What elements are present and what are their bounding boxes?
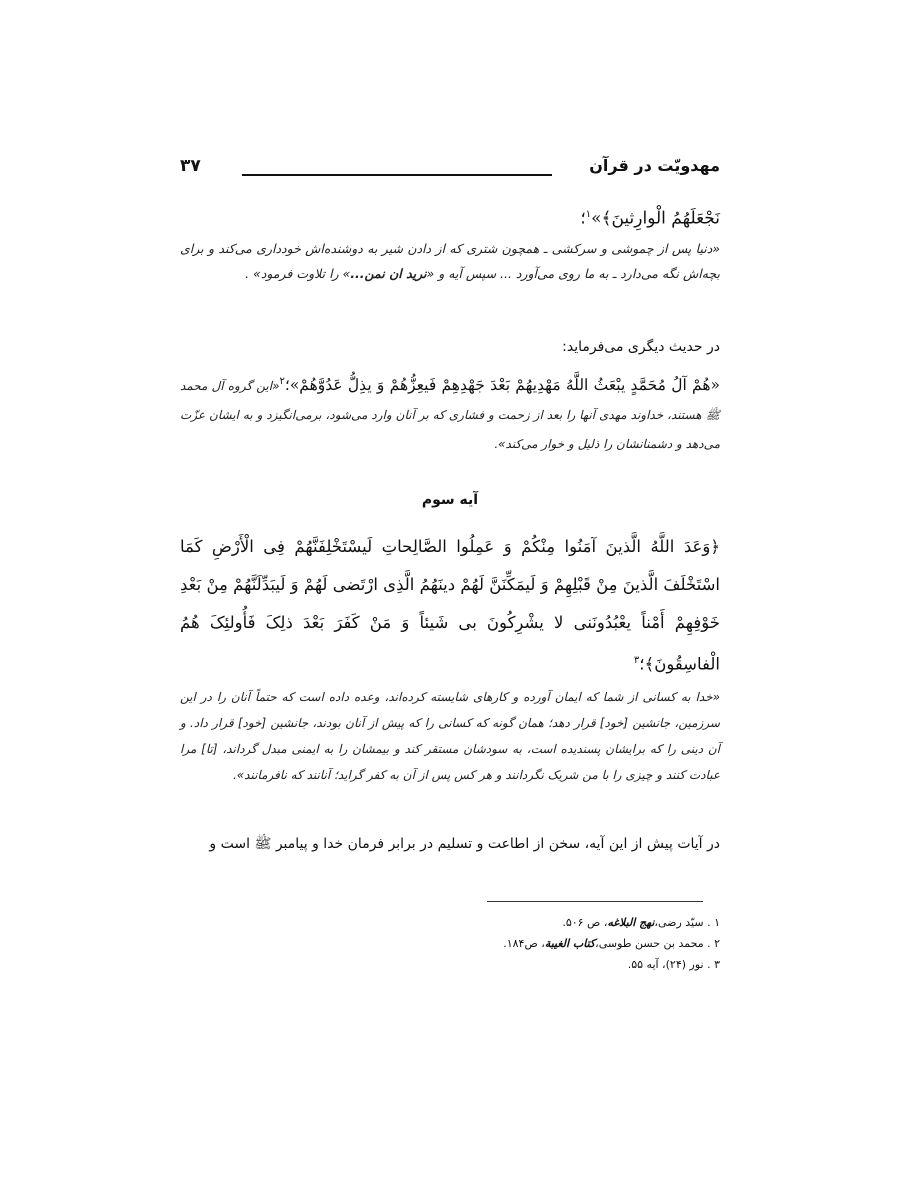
- footnote-ref-1: ۱: [585, 209, 592, 220]
- translation-1-part2: » را تلاوت فرمود» .: [245, 266, 351, 281]
- page-number: ۳۷: [180, 156, 201, 176]
- section-title: آیه سوم: [421, 492, 479, 508]
- footnote-3: ۳ . نور (۲۴)، آیه ۵۵.: [627, 958, 720, 971]
- running-header: [180, 148, 720, 188]
- verse-tail-text: نَجْعَلَهُمُ الْوارِثینَ﴾»: [591, 208, 720, 229]
- footnotes: [180, 912, 720, 975]
- footnote-1: ۱ . سیّد رضی،نهج البلاغه، ص ۵۰۶.: [562, 916, 720, 929]
- book-title: مهدويّت در قرآن: [589, 156, 720, 175]
- hadith: [180, 368, 720, 458]
- translation-1: [180, 236, 720, 286]
- translation-1-bold: نرید ان نمن...: [350, 266, 427, 281]
- translation-1-part1: «دنیا پس از چموشی و سرکشی ـ همچون شتری که از دادن شیر به دوشنده‌اش خودداری می‌کند و برای بچه‌اش نگه می‌دارد ـ به ما روی می‌آورد ... سپس آیه و «: [180, 241, 720, 281]
- verse-3-text: ﴿وَعَدَ اللَّهُ الَّذینَ آمَنُوا مِنْکُمْ وَ عَمِلُوا الصَّالِحاتِ لَیسْتَخْلِفَنَّهُمْ فِی الْأَرْضِ کَمَا اسْتَخْلَفَ الَّذینَ مِنْ قَبْلِهِمْ وَ لَیمَکِّنَنَّ لَهُمْ دینَهُمُ الَّذِی ارْتَضی لَهُمْ وَ لَیبَدِّلَنَّهُمْ مِنْ بَعْدِ خَوْفِهِمْ أَمْناً یعْبُدُونَنی لا یشْرِکُونَ بی شَیئاً وَ مَنْ کَفَرَ بَعْدَ ذلِکَ فَأُولئِکَ هُمُ الْفاسِقُونَ﴾: [180, 537, 720, 674]
- verse-tail: [180, 200, 720, 234]
- closing-line: در آیات پیش از این آیه، سخن از اطاعت و تسلیم در برابر فرمان خدا و پیامبر ﷺ است و: [209, 836, 720, 852]
- header-rule: [242, 174, 552, 176]
- translation-3: «خدا به کسانی از شما که ایمان آورده و کارهای شایسته کرده‌اند، وعده داده است که حتماً آنان را در این سرزمین، جانشین [خود] قرار دهد؛ همان گونه که کسانی را که پیش از آنان بودند، جانشین [خود] قرار داد. و آن دینی را که برایشان پسندیده است، به سودشان مستقر کند و بیمشان را به ایمنی مبدل گرداند، [تا] مرا عبادت کنند و چیزی را با من شریک نگردانند و هر کس پس از آن به کفر گراید؛ آنانند که نافرمانند».: [180, 690, 720, 782]
- hadith-text: «هُمْ آلُ مُحَمَّدٍ یبْعَثُ اللَّهُ مَهْدِیهُمْ بَعْدَ جَهْدِهِمْ فَیعِزُّهُمْ وَ یذِلُّ عَدُوَّهُمْ»: [289, 376, 720, 395]
- verse-tail-end: ؛: [580, 208, 586, 229]
- footnote-ref-2: ۲: [279, 376, 285, 387]
- hadith-intro: در حدیث دیگری می‌فرماید:: [562, 339, 720, 355]
- footnote-2: ۲ . محمد بن حسن طوسی،کتاب الغیبة، ص۱۸۴.: [503, 937, 720, 950]
- translation-2: «این گروه آل محمد ﷺ هستند، خداوند مهدی آنها را بعد از زحمت و فشاری که بر آنان وارد می‌شود، برمی‌انگیزد و به ایشان عزّت می‌دهد و دشمنانشان را ذلیل و خوار می‌کند».: [180, 379, 720, 452]
- hadith-end: ؛: [284, 376, 290, 395]
- verse-3: [180, 528, 720, 684]
- verse-3-end: ؛: [639, 654, 645, 674]
- footnote-ref-3: ۳: [633, 655, 640, 666]
- footnote-rule: [487, 901, 703, 902]
